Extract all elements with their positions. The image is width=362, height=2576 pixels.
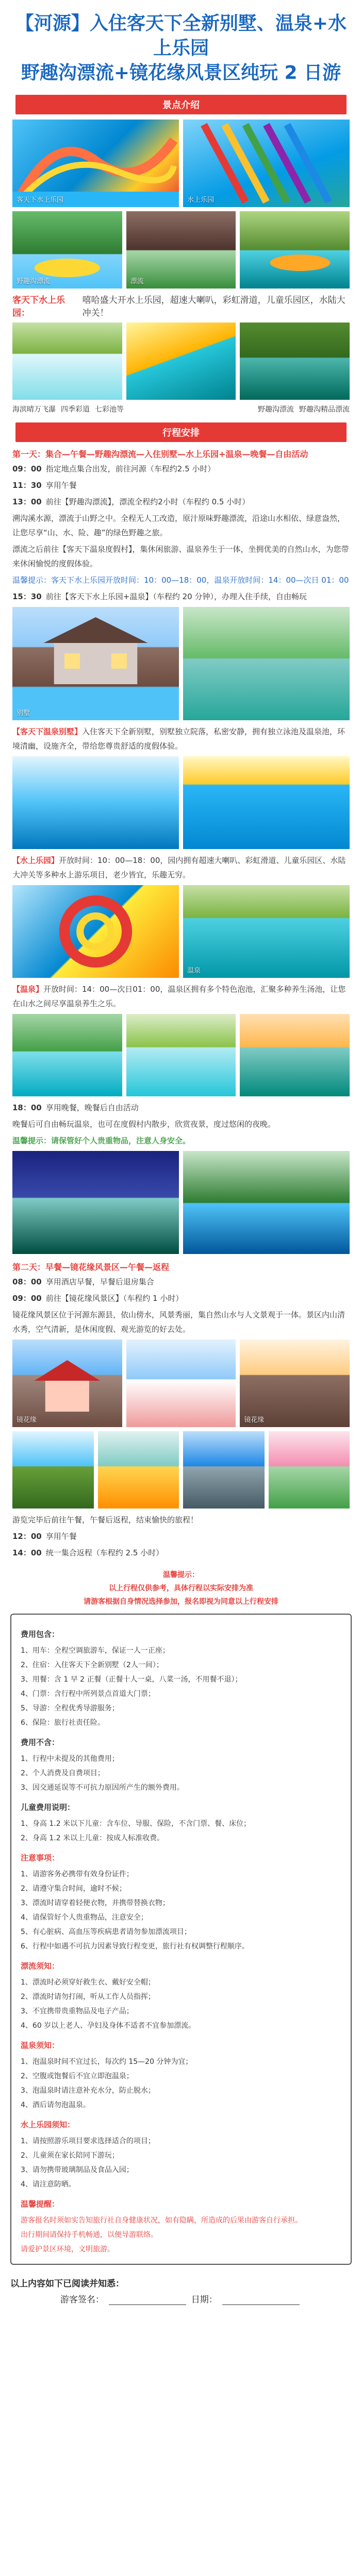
photo-slides — [183, 120, 350, 207]
notes-title: 注意事项： — [21, 1853, 60, 1862]
fee-item: 5、导游：全程优秀导游服务； — [21, 1704, 119, 1713]
photo-rafting-3 — [240, 211, 350, 289]
photo-jinghua-4 — [12, 1431, 94, 1509]
paragraph-note: 温馨提示：请保管好个人贵重物品，注意人身安全。 — [12, 1136, 191, 1145]
caption-row-2 — [0, 400, 362, 418]
spring-note-item: 2、空腹或饱餐后不宜立即泡温泉； — [21, 2072, 134, 2080]
caption-item: 七彩池等 — [95, 405, 124, 414]
warning-title: 温馨提醒： — [21, 2199, 60, 2209]
photo-jinghua-7 — [269, 1431, 350, 1509]
villa-section — [0, 724, 362, 753]
schedule-item: 14：00 统一集合返程（车程约 2.5 小时） — [12, 1548, 164, 1557]
paragraph-note: 温馨提示：客天下水上乐园开放时间：10：00—18：00，温泉开放时间：14：00—次日 01：00 — [12, 575, 349, 585]
photo-row-5 — [0, 756, 362, 849]
fee-item: 2、住宿：入住客天下全新别墅（2人一间）； — [21, 1661, 163, 1669]
raft-illustration — [240, 211, 350, 289]
fee-item: 6、保险：旅行社责任险。 — [21, 1719, 105, 1727]
date-field[interactable] — [222, 2304, 300, 2305]
spring-notes-title: 温泉须知： — [21, 2041, 60, 2050]
schedule-item: 18：00 享用晚餐，晚餐后自由活动 — [12, 1103, 139, 1112]
photo-raft-people — [126, 323, 236, 400]
warning-item: 出行期间请保持手机畅通，以便导游联络。 — [21, 2231, 158, 2239]
photo-tag: 漂流 — [130, 278, 144, 285]
photo-spring-1 — [12, 1014, 122, 1096]
photo-spring-3 — [240, 1014, 350, 1096]
note-item: 1、请游客务必携带有效身份证件； — [21, 1870, 134, 1878]
photo-tag: 温泉 — [187, 967, 201, 975]
fee-item: 4、门票：含行程中所列景点首道大门票； — [21, 1690, 155, 1698]
park-note-item: 1、请按照游乐项目要求选择适合的项目； — [21, 2137, 155, 2145]
rafting-note-item: 3、不宜携带贵重物品及电子产品； — [21, 2007, 134, 2015]
caption-item: 野趣沟漂流 — [258, 405, 294, 414]
kids-item: 1、身高 1.2 米以下儿童：含车位、导服、保险，不含门票、餐、床位； — [21, 1820, 251, 1828]
fee-excluded-item: 3、因交通延误等不可抗力原因所产生的额外费用。 — [21, 1784, 184, 1792]
day1-section — [0, 447, 362, 604]
acknowledge-line: 以上内容如下已阅读并知悉： — [10, 2279, 124, 2289]
photo-jinghua-3 — [240, 1340, 350, 1427]
notice-line: 请游客根据自身情况选择参加，报名即视为同意以上行程安排 — [84, 1598, 278, 1606]
photo-evening-2 — [183, 1151, 350, 1254]
note-item: 3、漂流时请穿着轻便衣物，并携带替换衣物； — [21, 1899, 170, 1907]
villa-illustration — [12, 607, 179, 720]
caption-item: 四季彩道 — [61, 405, 90, 414]
fees-box — [10, 1614, 352, 2265]
photo-jinghua-1 — [12, 1340, 122, 1427]
photo-tag: 客天下水上乐园 — [17, 196, 64, 204]
photo-park-aerial — [183, 885, 350, 978]
schedule-item: 08：00 享用酒店早餐，早餐后退房集合 — [12, 1277, 154, 1286]
date-label: 日期： — [191, 2295, 218, 2305]
schedule-item: 09：00 指定地点集合出发，前往河源（车程约2.5 小时） — [12, 464, 216, 473]
photo-tag: 野趣沟漂流 — [17, 278, 51, 285]
photo-row-9 — [0, 1340, 362, 1427]
photo-row-6 — [0, 885, 362, 978]
caption-item: 野趣沟精品漂流 — [299, 405, 350, 414]
photo-pool-2 — [183, 756, 350, 849]
photo-row-10 — [0, 1431, 362, 1509]
page-title: 【河源】入住客天下全新别墅、温泉+水上乐园 — [15, 13, 347, 59]
note-item: 4、请保管好个人贵重物品，注意安全； — [21, 1913, 148, 1922]
paragraph: 溯沟溪水源，漂流于山野之中。全程无人工改造，原汁原味野趣漂流，沿途山水相依、绿意盎然，让您尽享“山、水、险、趣”的绿色野趣之旅。 — [12, 514, 345, 537]
page-subtitle: 野趣沟漂流+镜花缘风景区纯玩 2 日游 — [21, 62, 341, 83]
caption-text: 嘻哈盛大开水上乐园，超速大喇叭，彩虹滑道，儿童乐园区，水陆大冲关！ — [82, 295, 345, 318]
park-notes-title: 水上乐园须知： — [21, 2120, 75, 2129]
photo-jinghua-6 — [183, 1431, 265, 1509]
day1-evening — [0, 1100, 362, 1148]
schedule-item: 13：00 前往【野趣沟漂流】，漂流全程约2小时（车程约 0.5 小时） — [12, 497, 250, 506]
caption-highlight: 客天下水上乐园： — [12, 295, 65, 318]
photo-villa — [12, 607, 179, 720]
photo-waterpark — [12, 120, 179, 207]
photo-pool-1 — [12, 756, 179, 849]
fee-excluded-item: 2、个人消费及自费项目； — [21, 1769, 105, 1777]
hotspring-paragraph: 【温泉】开放时间：14：00—次日01：00，温泉区拥有多个特色泡池，汇聚多种养生汤池，让您在山水之间尽享温泉养生之乐。 — [12, 985, 346, 1008]
fee-excluded-item: 1、行程中未提及的其他费用； — [21, 1755, 119, 1763]
slide-tube-illustration — [12, 885, 179, 978]
signature-field[interactable] — [109, 2304, 186, 2305]
paragraph: 镜花缘风景区位于河源东源县，依山傍水，风景秀丽，集自然山水与人文景观于一体。景区内山清水秀，空气清新，是休闲度假、观光游览的好去处。 — [12, 1310, 345, 1334]
fee-item: 1、用车：全程空调旅游车，保证一人一正座； — [21, 1647, 170, 1655]
schedule-item: 15：30 前往【客天下水上乐园+温泉】（车程约 20 分钟），办理入住手续，自由畅玩 — [12, 592, 307, 601]
spring-note-item: 4、酒后请勿泡温泉。 — [21, 2101, 90, 2109]
park-note-item: 3、请勿携带玻璃制品及食品入园； — [21, 2166, 134, 2174]
warning-item: 请爱护景区环境，文明旅游。 — [21, 2245, 114, 2253]
photo-evening-1 — [12, 1151, 179, 1254]
caption-row-1 — [0, 289, 362, 323]
schedule-item: 09：00 前往【镜花缘风景区】（车程约 1 小时） — [12, 1294, 184, 1303]
photo-river — [240, 323, 350, 400]
signature-row — [0, 2292, 362, 2305]
paragraph: 游览完毕后前往午餐，午餐后返程，结束愉快的旅程！ — [12, 1515, 199, 1524]
schedule-item: 12：00 享用午餐 — [12, 1532, 77, 1541]
signature-label: 游客签名： — [60, 2295, 104, 2305]
photo-row-8 — [0, 1151, 362, 1254]
day1-title: 第一天：集合—午餐—野趣沟漂流—入住别墅—水上乐园+温泉—晚餐—自由活动 — [12, 449, 308, 459]
photo-slide-tube — [12, 885, 179, 978]
rafting-note-item: 1、漂流时必须穿好救生衣、戴好安全帽； — [21, 1978, 155, 1987]
park-note-item: 4、请注意防晒。 — [21, 2180, 76, 2189]
day2-section — [0, 1260, 362, 1336]
photo-jinghua-5 — [98, 1431, 179, 1509]
photo-rafting-2 — [126, 211, 236, 289]
day2-more — [0, 1513, 362, 1560]
notice-top — [0, 1568, 362, 1608]
caption-item: 海滨晴万飞瀑 — [12, 405, 56, 414]
paragraph: 晚餐后可自由畅玩温泉，也可在度假村内散步，欣赏夜景，度过悠闲的夜晚。 — [12, 1120, 276, 1129]
photo-tag: 镜花缘 — [244, 1416, 265, 1424]
fee-item: 3、用餐：含 1 早 2 正餐（正餐十人一桌，八菜一汤，不用餐不退）； — [21, 1675, 242, 1684]
warning-item: 游客报名时须如实告知旅行社自身健康状况，如有隐瞒，所造成的后果由游客自行承担。 — [21, 2216, 302, 2225]
title-block — [0, 0, 362, 91]
waterpark-paragraph: 【水上乐园】开放时间：10：00—18：00，园内拥有超速大喇叭、彩虹滑道、儿童乐园区、水陆大冲关等多种水上游乐项目，老少皆宜，乐趣无穷。 — [12, 856, 346, 879]
park-note-item: 2、儿童须在家长陪同下游玩； — [21, 2151, 119, 2160]
photo-rafting-1 — [12, 211, 122, 289]
note-item: 5、有心脏病、高血压等疾病患者请勿参加漂流项目； — [21, 1928, 191, 1936]
note-item: 2、请遵守集合时间，逾时不候； — [21, 1885, 126, 1893]
photo-tag: 水上乐园 — [187, 196, 215, 204]
rafting-notes-title: 漂流须知： — [21, 1961, 60, 1971]
fees-title: 费用包含： — [21, 1630, 60, 1639]
photo-row-7 — [0, 1014, 362, 1096]
photo-row-3 — [0, 323, 362, 400]
photo-tag: 镜花缘 — [17, 1416, 37, 1424]
photo-spring-2 — [126, 1014, 236, 1096]
waterpark-section — [0, 853, 362, 882]
day2-title: 第二天：早餐—镜花缘风景区—午餐—返程 — [12, 1262, 170, 1272]
villa-paragraph: 【客天下温泉别墅】入住客天下全新别墅，别墅独立院落，私密安静，拥有独立泳池及温泉池，环境清幽，设施齐全，带给您尊贵舒适的度假体验。 — [12, 727, 345, 751]
photo-waterfall — [12, 323, 122, 400]
schedule-item: 11：30 享用午餐 — [12, 481, 77, 490]
fees-excluded-title: 费用不含： — [21, 1738, 60, 1747]
photo-row-2 — [0, 211, 362, 289]
banner-schedule: 行程安排 — [15, 422, 347, 442]
photo-row-4 — [0, 607, 362, 720]
note-item: 6、行程中如遇不可抗力因素导致行程变更，旅行社有权调整行程顺序。 — [21, 1942, 249, 1951]
spring-note-item: 3、泡温泉时请注意补充水分，防止脱水； — [21, 2087, 155, 2095]
rafting-note-item: 2、漂流时请勿打闹，听从工作人员指挥； — [21, 1993, 155, 2001]
photo-jinghua-2 — [126, 1340, 236, 1427]
photo-row-1 — [0, 120, 362, 207]
notice-line: 温馨提示： — [163, 1571, 199, 1579]
paragraph: 漂流之后前往【客天下温泉度假村】，集休闲旅游、温泉养生于一体，坐拥优美的自然山水，为您带来休闲愉悦的度假体验。 — [12, 545, 349, 568]
kids-item: 2、身高 1.2 米以上儿童：按成人标准收费。 — [21, 1834, 164, 1842]
photo-tag: 别墅 — [17, 709, 30, 717]
rafting-note-item: 4、60 岁以上老人、孕妇及身体不适者不宜参加漂流。 — [21, 2022, 196, 2030]
kids-title: 儿童费用说明： — [21, 1803, 75, 1812]
notice-line: 以上行程仅供参考，具体行程以实际安排为准 — [109, 1584, 253, 1592]
hotspring-section — [0, 982, 362, 1011]
banner-intro: 景点介绍 — [15, 95, 347, 114]
photo-villa-2 — [183, 607, 350, 720]
spring-note-item: 1、泡温泉时间不宜过长，每次约 15—20 分钟为宜； — [21, 2058, 193, 2066]
